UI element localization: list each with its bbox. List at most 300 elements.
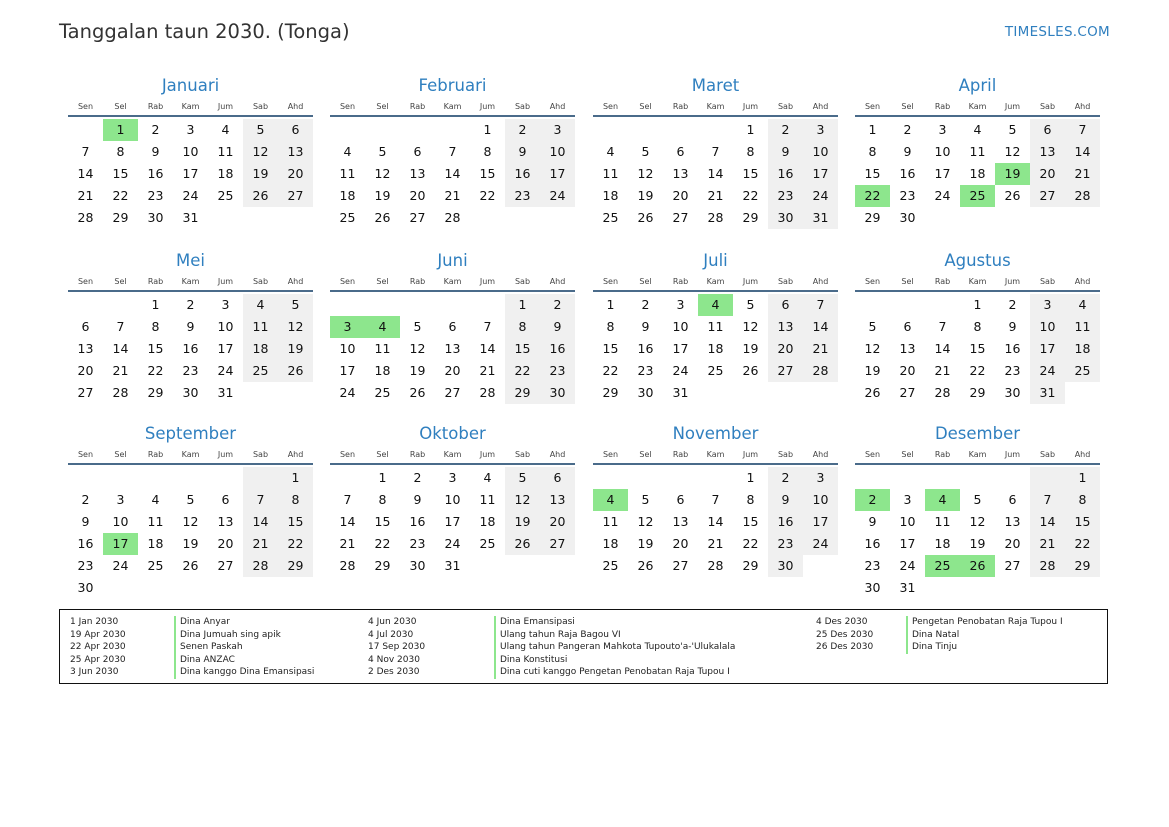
day-cell: 2: [413, 470, 422, 485]
holiday-day-cell: 2: [855, 489, 890, 511]
day-cell: 31: [803, 207, 838, 229]
weekday-label: Sab: [514, 450, 531, 459]
empty-day-cell: [243, 382, 278, 404]
day-cell: 15: [374, 514, 391, 529]
holiday-date: 19 Apr 2030: [70, 629, 126, 640]
day-cell: 24: [672, 363, 689, 378]
month-name: Januari: [161, 76, 220, 95]
empty-day-cell: [68, 119, 103, 141]
holiday-date: 1 Jan 2030: [70, 617, 119, 627]
day-cell: 10: [1030, 316, 1065, 338]
day-cell: 27: [672, 558, 689, 573]
day-cell: 27: [77, 385, 94, 400]
day-cell: 14: [707, 166, 724, 181]
weekday-label: Kam: [443, 277, 462, 286]
day-cell: 16: [899, 166, 916, 181]
weekday-label: Sab: [514, 277, 531, 286]
day-cell: 15: [1065, 511, 1100, 533]
day-cell: 26: [637, 558, 654, 573]
day-cell: 30: [147, 210, 164, 225]
day-cell: 8: [505, 316, 540, 338]
day-cell: 14: [444, 166, 461, 181]
day-cell: 5: [243, 119, 278, 141]
weekday-label: Ahd: [812, 102, 829, 111]
day-cell: 7: [448, 144, 457, 159]
day-cell: 11: [969, 144, 986, 159]
day-cell: 16: [637, 341, 654, 356]
weekday-label: Kam: [443, 450, 462, 459]
day-cell: 1: [606, 297, 615, 312]
weekday-label: Jum: [479, 450, 496, 459]
day-cell: 22: [742, 536, 759, 551]
empty-day-cell: [593, 467, 628, 489]
weekday-label: Sen: [864, 277, 881, 286]
day-cell: 15: [278, 511, 313, 533]
weekday-label: Ahd: [812, 277, 829, 286]
day-cell: 27: [768, 360, 803, 382]
day-cell: 9: [151, 144, 160, 159]
day-cell: 8: [746, 144, 755, 159]
weekday-label: Sen: [602, 450, 619, 459]
day-cell: 5: [973, 492, 982, 507]
day-cell: 6: [1030, 119, 1065, 141]
weekday-label: Sen: [77, 277, 94, 286]
day-cell: 8: [606, 319, 615, 334]
day-cell: 21: [339, 536, 356, 551]
day-cell: 20: [77, 363, 94, 378]
weekday-label: Ahd: [287, 450, 304, 459]
day-cell: 31: [217, 385, 234, 400]
day-cell: 18: [1065, 338, 1100, 360]
weekday-label: Jum: [1004, 102, 1021, 111]
holiday-name: Dina Anyar: [174, 616, 230, 629]
month-januari: [68, 74, 313, 229]
holiday-date: 22 Apr 2030: [70, 642, 126, 652]
day-cell: 19: [864, 363, 881, 378]
day-cell: 20: [278, 163, 313, 185]
empty-day-cell: [995, 207, 1030, 229]
day-cell: 25: [707, 363, 724, 378]
weekday-label: Sel: [114, 277, 127, 286]
empty-day-cell: [435, 119, 470, 141]
day-cell: 13: [278, 141, 313, 163]
day-cell: 17: [444, 514, 461, 529]
day-cell: 15: [112, 166, 129, 181]
day-cell: 21: [77, 188, 94, 203]
empty-day-cell: [1065, 207, 1100, 229]
day-cell: 11: [479, 492, 496, 507]
weekday-label: Kam: [706, 102, 725, 111]
weekday-header: [855, 446, 1100, 465]
weekday-header: [68, 98, 313, 117]
day-cell: 7: [803, 294, 838, 316]
day-cell: 10: [540, 141, 575, 163]
empty-day-cell: [243, 467, 278, 489]
day-cell: 31: [899, 580, 916, 595]
day-cell: 10: [217, 319, 234, 334]
day-cell: 16: [182, 341, 199, 356]
day-cell: 22: [1065, 533, 1100, 555]
empty-day-cell: [365, 119, 400, 141]
day-cell: 22: [602, 363, 619, 378]
weekday-header: [330, 98, 575, 117]
month-name: September: [144, 424, 237, 443]
holiday-day-cell: 4: [593, 489, 628, 511]
day-cell: 5: [746, 297, 755, 312]
day-cell: 13: [768, 316, 803, 338]
day-cell: 9: [868, 514, 877, 529]
day-cell: 20: [444, 363, 461, 378]
day-cell: 27: [1004, 558, 1021, 573]
day-cell: 6: [768, 294, 803, 316]
day-cell: 10: [899, 514, 916, 529]
day-cell: 13: [409, 166, 426, 181]
day-cell: 28: [707, 558, 724, 573]
month-name: Maret: [691, 76, 740, 95]
day-cell: 15: [505, 338, 540, 360]
day-cell: 30: [899, 210, 916, 225]
empty-day-cell: [540, 207, 575, 229]
day-cell: 20: [899, 363, 916, 378]
day-cell: 1: [151, 297, 160, 312]
day-cell: 9: [768, 141, 803, 163]
day-cell: 15: [969, 341, 986, 356]
day-cell: 23: [637, 363, 654, 378]
day-cell: 19: [742, 341, 759, 356]
empty-day-cell: [1030, 577, 1065, 599]
day-cell: 19: [637, 188, 654, 203]
day-cell: 13: [672, 166, 689, 181]
day-cell: 3: [903, 492, 912, 507]
weekday-label: Rab: [934, 277, 951, 286]
day-cell: 2: [1008, 297, 1017, 312]
day-cell: 10: [112, 514, 129, 529]
day-cell: 4: [973, 122, 982, 137]
weekday-header: [855, 98, 1100, 117]
day-cell: 3: [448, 470, 457, 485]
day-cell: 28: [707, 210, 724, 225]
day-grid: [593, 467, 838, 577]
day-cell: 23: [864, 558, 881, 573]
day-cell: 23: [409, 536, 426, 551]
holiday-name: Dina cuti kanggo Pengetan Penobatan Raja Tupou I: [494, 666, 730, 679]
day-cell: 18: [243, 338, 278, 360]
day-cell: 30: [768, 207, 803, 229]
month-name: Juli: [703, 251, 728, 270]
day-cell: 14: [479, 341, 496, 356]
day-cell: 21: [803, 338, 838, 360]
day-cell: 18: [147, 536, 164, 551]
weekday-label: Sab: [252, 277, 269, 286]
weekday-label: Sab: [777, 277, 794, 286]
day-cell: 9: [1008, 319, 1017, 334]
day-cell: 14: [243, 511, 278, 533]
day-cell: 5: [378, 144, 387, 159]
month-name: November: [672, 424, 759, 443]
day-cell: 22: [374, 536, 391, 551]
weekday-label: Jum: [217, 450, 234, 459]
holiday-date: 2 Des 2030: [368, 667, 420, 677]
day-cell: 30: [864, 580, 881, 595]
day-cell: 16: [409, 514, 426, 529]
empty-day-cell: [243, 207, 278, 229]
day-cell: 26: [182, 558, 199, 573]
weekday-label: Rab: [409, 450, 426, 459]
empty-day-cell: [890, 467, 925, 489]
weekday-label: Rab: [147, 102, 164, 111]
day-cell: 9: [641, 319, 650, 334]
day-grid: [68, 467, 313, 599]
day-cell: 8: [1065, 489, 1100, 511]
day-cell: 7: [711, 144, 720, 159]
day-cell: 13: [1004, 514, 1021, 529]
day-cell: 16: [77, 536, 94, 551]
day-grid: [330, 119, 575, 229]
month-name: Desember: [934, 424, 1021, 443]
holiday-date: 4 Nov 2030: [368, 654, 420, 665]
empty-day-cell: [803, 382, 838, 404]
day-cell: 12: [969, 514, 986, 529]
day-cell: 17: [540, 163, 575, 185]
weekday-label: Sel: [901, 450, 914, 459]
day-cell: 28: [479, 385, 496, 400]
day-cell: 16: [540, 338, 575, 360]
day-cell: 4: [343, 144, 352, 159]
day-cell: 20: [217, 536, 234, 551]
holiday-date: 4 Jul 2030: [368, 629, 414, 640]
day-cell: 12: [742, 319, 759, 334]
day-cell: 22: [479, 188, 496, 203]
empty-day-cell: [768, 382, 803, 404]
weekday-label: Rab: [409, 277, 426, 286]
empty-day-cell: [540, 555, 575, 577]
day-cell: 12: [182, 514, 199, 529]
day-cell: 18: [602, 536, 619, 551]
day-cell: 26: [409, 385, 426, 400]
weekday-label: Jum: [217, 277, 234, 286]
day-cell: 17: [803, 163, 838, 185]
day-cell: 21: [112, 363, 129, 378]
day-cell: 16: [147, 166, 164, 181]
day-cell: 15: [742, 514, 759, 529]
day-cell: 8: [973, 319, 982, 334]
weekday-label: Kam: [968, 102, 987, 111]
weekday-label: Ahd: [1074, 102, 1091, 111]
day-cell: 26: [505, 533, 540, 555]
empty-day-cell: [103, 467, 138, 489]
holiday-date: 25 Des 2030: [816, 629, 874, 640]
weekday-label: Sen: [339, 277, 356, 286]
empty-day-cell: [243, 577, 278, 599]
day-cell: 5: [641, 492, 650, 507]
day-cell: 24: [112, 558, 129, 573]
day-cell: 23: [540, 360, 575, 382]
holiday-name: Pengetan Penobatan Raja Tupou I: [906, 616, 1063, 629]
weekday-label: Sab: [1039, 102, 1056, 111]
weekday-label: Jum: [217, 102, 234, 111]
day-cell: 1: [746, 470, 755, 485]
brand-link[interactable]: TIMESLES.COM: [1004, 24, 1110, 40]
holiday-day-cell: 4: [365, 316, 400, 338]
empty-day-cell: [278, 207, 313, 229]
day-cell: 10: [339, 341, 356, 356]
day-cell: 24: [934, 188, 951, 203]
weekday-label: Jum: [479, 102, 496, 111]
day-cell: 4: [243, 294, 278, 316]
weekday-label: Sel: [639, 102, 652, 111]
day-cell: 25: [602, 558, 619, 573]
day-cell: 6: [1008, 492, 1017, 507]
weekday-label: Ahd: [287, 102, 304, 111]
day-cell: 4: [606, 144, 615, 159]
day-cell: 9: [413, 492, 422, 507]
weekday-label: Kam: [968, 277, 987, 286]
day-cell: 23: [1004, 363, 1021, 378]
day-cell: 15: [864, 166, 881, 181]
day-cell: 21: [934, 363, 951, 378]
page-title: Tanggalan taun 2030. (Tonga): [59, 20, 350, 43]
day-cell: 11: [602, 514, 619, 529]
month-name: Mei: [176, 251, 205, 270]
holiday-name: Dina Tinju: [906, 641, 957, 654]
day-cell: 28: [1030, 555, 1065, 577]
day-cell: 9: [903, 144, 912, 159]
empty-day-cell: [593, 119, 628, 141]
day-cell: 9: [186, 319, 195, 334]
empty-day-cell: [1065, 382, 1100, 404]
holiday-day-cell: 3: [330, 316, 365, 338]
empty-day-cell: [663, 467, 698, 489]
day-cell: 26: [637, 210, 654, 225]
day-cell: 21: [1065, 163, 1100, 185]
holiday-date: 3 Jun 2030: [70, 667, 119, 677]
day-cell: 19: [505, 511, 540, 533]
day-cell: 25: [217, 188, 234, 203]
day-cell: 20: [768, 338, 803, 360]
weekday-label: Sen: [77, 450, 94, 459]
day-cell: 3: [938, 122, 947, 137]
weekday-label: Kam: [181, 277, 200, 286]
day-cell: 5: [641, 144, 650, 159]
day-cell: 3: [540, 119, 575, 141]
day-cell: 1: [973, 297, 982, 312]
day-cell: 22: [112, 188, 129, 203]
day-cell: 30: [637, 385, 654, 400]
holiday-day-cell: 1: [103, 119, 138, 141]
day-cell: 12: [637, 514, 654, 529]
day-cell: 22: [505, 360, 540, 382]
day-grid: [855, 294, 1100, 404]
holiday-name: Dina ANZAC: [174, 654, 235, 667]
day-cell: 30: [182, 385, 199, 400]
day-cell: 15: [147, 341, 164, 356]
day-cell: 19: [637, 536, 654, 551]
day-cell: 10: [934, 144, 951, 159]
day-cell: 18: [479, 514, 496, 529]
empty-day-cell: [698, 119, 733, 141]
day-cell: 28: [112, 385, 129, 400]
day-cell: 18: [374, 363, 391, 378]
weekday-header: [593, 446, 838, 465]
empty-day-cell: [855, 467, 890, 489]
holiday-date: 25 Apr 2030: [70, 654, 126, 665]
weekday-label: Rab: [934, 450, 951, 459]
day-cell: 11: [707, 319, 724, 334]
empty-day-cell: [925, 207, 960, 229]
day-cell: 17: [672, 341, 689, 356]
day-cell: 27: [278, 185, 313, 207]
empty-day-cell: [400, 119, 435, 141]
day-cell: 24: [540, 185, 575, 207]
day-cell: 14: [803, 316, 838, 338]
day-cell: 3: [116, 492, 125, 507]
holiday-name: Dina Emansipasi: [494, 616, 575, 629]
weekday-label: Rab: [409, 102, 426, 111]
empty-day-cell: [138, 577, 173, 599]
day-cell: 18: [217, 166, 234, 181]
weekday-label: Sab: [252, 102, 269, 111]
holiday-day-cell: 22: [855, 185, 890, 207]
weekday-label: Sel: [901, 277, 914, 286]
day-cell: 7: [81, 144, 90, 159]
day-cell: 22: [278, 533, 313, 555]
day-cell: 23: [768, 533, 803, 555]
weekday-header: [593, 273, 838, 292]
weekday-header: [68, 446, 313, 465]
weekday-label: Rab: [672, 102, 689, 111]
day-cell: 25: [479, 536, 496, 551]
weekday-label: Sab: [1039, 450, 1056, 459]
day-cell: 26: [742, 363, 759, 378]
day-cell: 19: [409, 363, 426, 378]
weekday-label: Kam: [968, 450, 987, 459]
weekday-label: Ahd: [549, 277, 566, 286]
day-cell: 29: [278, 555, 313, 577]
weekday-label: Sen: [77, 102, 94, 111]
day-cell: 2: [540, 294, 575, 316]
day-cell: 29: [147, 385, 164, 400]
day-cell: 16: [505, 163, 540, 185]
day-cell: 8: [483, 144, 492, 159]
month-name: Agustus: [944, 251, 1011, 270]
day-cell: 8: [151, 319, 160, 334]
day-cell: 28: [1065, 185, 1100, 207]
weekday-label: Rab: [672, 450, 689, 459]
day-cell: 6: [676, 144, 685, 159]
month-agustus: [855, 249, 1100, 404]
month-oktober: [330, 422, 575, 577]
weekday-label: Jum: [479, 277, 496, 286]
day-cell: 9: [540, 316, 575, 338]
day-cell: 7: [938, 319, 947, 334]
day-cell: 27: [444, 385, 461, 400]
weekday-label: Ahd: [1074, 450, 1091, 459]
day-cell: 11: [1065, 316, 1100, 338]
weekday-label: Ahd: [1074, 277, 1091, 286]
day-cell: 21: [444, 188, 461, 203]
day-cell: 3: [1030, 294, 1065, 316]
weekday-label: Sel: [376, 277, 389, 286]
empty-day-cell: [208, 577, 243, 599]
weekday-label: Sel: [901, 102, 914, 111]
empty-day-cell: [855, 294, 890, 316]
day-cell: 1: [505, 294, 540, 316]
holiday-date: 17 Sep 2030: [368, 642, 426, 652]
empty-day-cell: [663, 119, 698, 141]
empty-day-cell: [103, 577, 138, 599]
day-cell: 11: [602, 166, 619, 181]
day-cell: 28: [339, 558, 356, 573]
